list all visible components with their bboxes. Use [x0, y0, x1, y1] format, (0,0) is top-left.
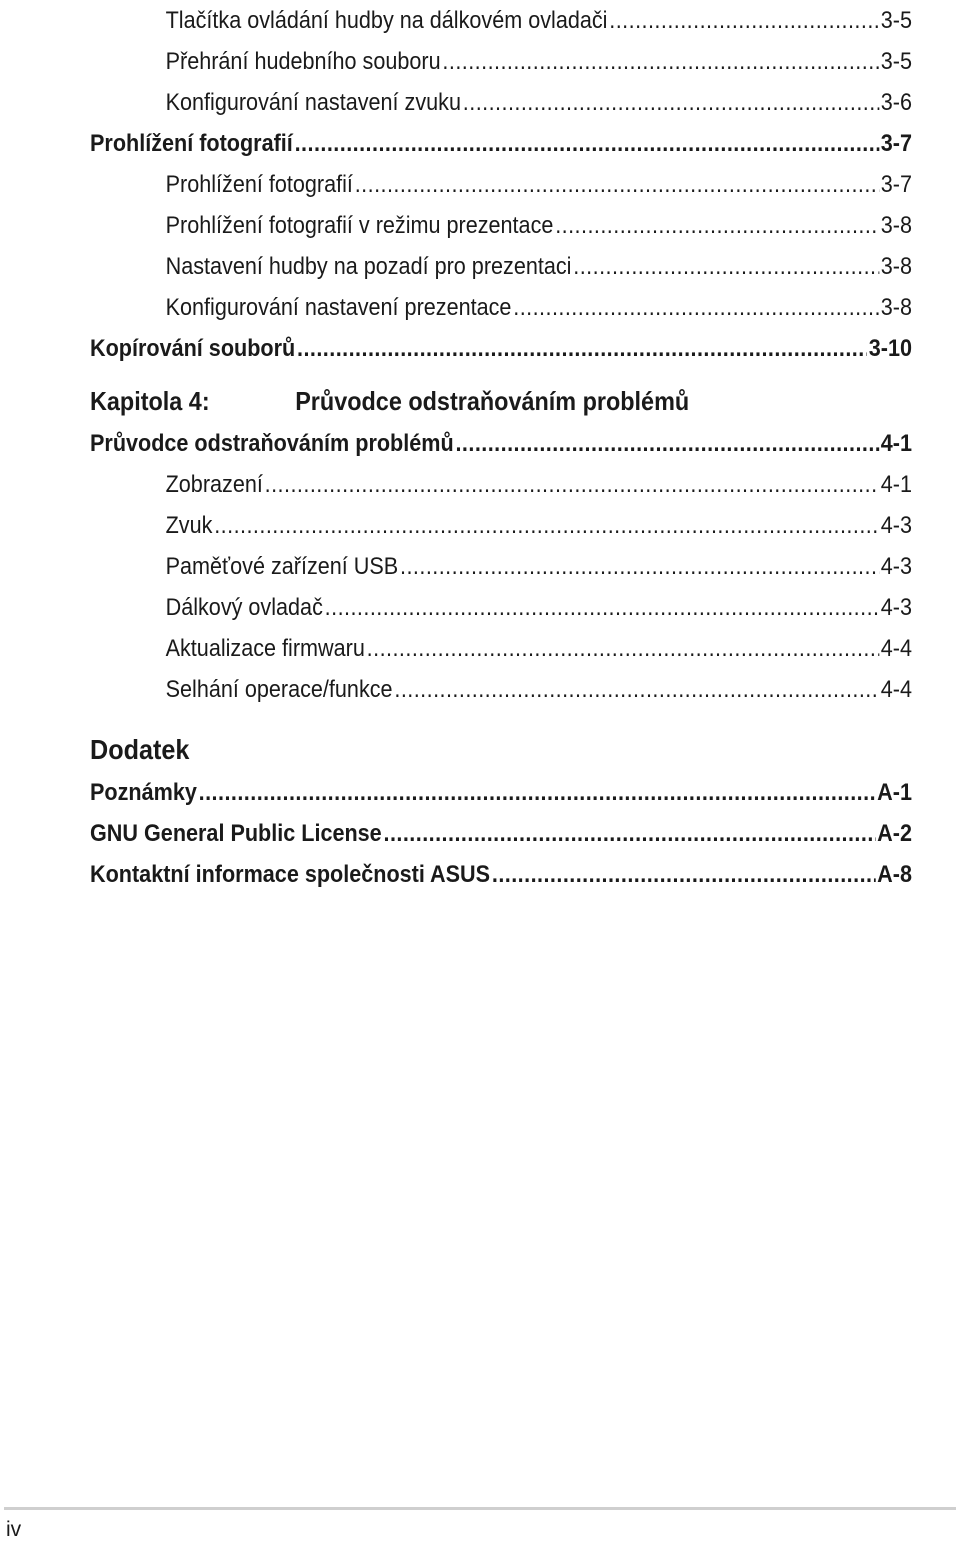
toc-entry-page: 3-6	[880, 89, 912, 116]
toc-entry-page: 3-7	[880, 130, 912, 157]
toc-entry[interactable]	[90, 0, 912, 41]
toc-leader-dots	[400, 546, 879, 587]
toc-entry[interactable]	[90, 246, 912, 287]
toc-leader-dots	[609, 0, 879, 41]
toc-entry-page: 3-8	[880, 253, 912, 280]
toc-entry-title: Prohlížení fotografií	[165, 171, 353, 198]
toc-entry-title: Konfigurování nastavení prezentace	[165, 294, 512, 321]
toc-entry-title: Poznámky	[90, 779, 197, 806]
toc-leader-dots	[555, 205, 879, 246]
toc-leader-dots	[367, 628, 879, 669]
toc-leader-dots	[214, 505, 879, 546]
toc-entry-page: 4-4	[880, 676, 912, 703]
toc-leader-dots	[383, 813, 875, 854]
toc-leader-dots	[442, 41, 879, 82]
toc-entry-page: 3-10	[868, 335, 912, 362]
toc-entry-page: 4-1	[880, 471, 912, 498]
toc-entry-page: 4-4	[880, 635, 912, 662]
toc-entry-page: 3-8	[880, 212, 912, 239]
toc-entry-page: 3-5	[880, 48, 912, 75]
toc-leader-dots	[199, 772, 876, 813]
chapter-label: Kapitola 4:	[90, 386, 210, 416]
toc-entry-title: Selhání operace/funkce	[165, 676, 393, 703]
toc-leader-dots	[513, 287, 879, 328]
appendix-heading: Dodatek	[90, 734, 190, 765]
toc-leader-dots	[463, 82, 879, 123]
toc-entry[interactable]	[90, 164, 912, 205]
toc-entry[interactable]	[90, 813, 912, 854]
toc-entry-title: Kopírování souborů	[90, 335, 296, 362]
toc-entry-page: 3-8	[880, 294, 912, 321]
toc-entry-title: Zobrazení	[165, 471, 263, 498]
toc-entry[interactable]	[90, 628, 912, 669]
toc-entry[interactable]	[90, 772, 912, 813]
toc-entry[interactable]	[90, 464, 912, 505]
toc-entry-title: Přehrání hudebního souboru	[165, 48, 441, 75]
toc-entry-title: Aktualizace firmwaru	[165, 635, 365, 662]
toc-entry[interactable]	[90, 669, 912, 710]
toc-leader-dots	[394, 669, 879, 710]
toc-entry[interactable]	[90, 423, 912, 464]
toc-entry-title: Zvuk	[165, 512, 213, 539]
toc-entry[interactable]	[90, 41, 912, 82]
toc-group-appendix	[90, 772, 912, 895]
toc-entry-title: Průvodce odstraňováním problémů	[90, 430, 454, 457]
chapter-heading	[90, 379, 912, 423]
toc-entry-title: Nastavení hudby na pozadí pro prezentaci	[165, 253, 572, 280]
toc-entry[interactable]	[90, 505, 912, 546]
toc-entry-title: GNU General Public License	[90, 820, 382, 847]
toc-leader-dots	[325, 587, 879, 628]
toc-entry-title: Paměťové zařízení USB	[165, 553, 399, 580]
toc-entry-page: 3-7	[880, 171, 912, 198]
toc-entry-page: 4-3	[880, 553, 912, 580]
table-of-contents	[90, 0, 912, 895]
toc-entry-page: 4-3	[880, 512, 912, 539]
toc-leader-dots	[295, 123, 879, 164]
page-number: iv	[6, 1518, 22, 1541]
toc-leader-dots	[265, 464, 879, 505]
toc-group-chapter3	[90, 0, 912, 369]
toc-entry-title: Prohlížení fotografií	[90, 130, 293, 157]
toc-leader-dots	[297, 328, 867, 369]
toc-entry-page: A-1	[877, 779, 912, 806]
toc-entry[interactable]	[90, 205, 912, 246]
chapter-title: Průvodce odstraňováním problémů	[295, 386, 690, 416]
toc-entry[interactable]	[90, 123, 912, 164]
toc-entry-page: 4-3	[880, 594, 912, 621]
toc-entry[interactable]	[90, 854, 912, 895]
toc-group-chapter4	[90, 423, 912, 710]
toc-entry-page: A-2	[877, 820, 912, 847]
toc-entry-title: Konfigurování nastavení zvuku	[165, 89, 461, 116]
footer-divider	[4, 1507, 956, 1510]
toc-entry[interactable]	[90, 82, 912, 123]
toc-entry[interactable]	[90, 546, 912, 587]
toc-entry-title: Kontaktní informace společnosti ASUS	[90, 861, 491, 888]
toc-entry[interactable]	[90, 287, 912, 328]
toc-entry-title: Dálkový ovladač	[165, 594, 323, 621]
toc-entry-page: A-8	[877, 861, 912, 888]
toc-leader-dots	[492, 854, 876, 895]
toc-entry-title: Prohlížení fotografií v režimu prezentace	[165, 212, 554, 239]
toc-leader-dots	[455, 423, 878, 464]
toc-entry-page: 3-5	[880, 7, 912, 34]
toc-entry[interactable]	[90, 587, 912, 628]
toc-entry[interactable]	[90, 328, 912, 369]
toc-entry-page: 4-1	[880, 430, 912, 457]
toc-entry-title: Tlačítka ovládání hudby na dálkovém ovladači	[165, 7, 608, 34]
toc-leader-dots	[355, 164, 879, 205]
toc-leader-dots	[573, 246, 879, 287]
